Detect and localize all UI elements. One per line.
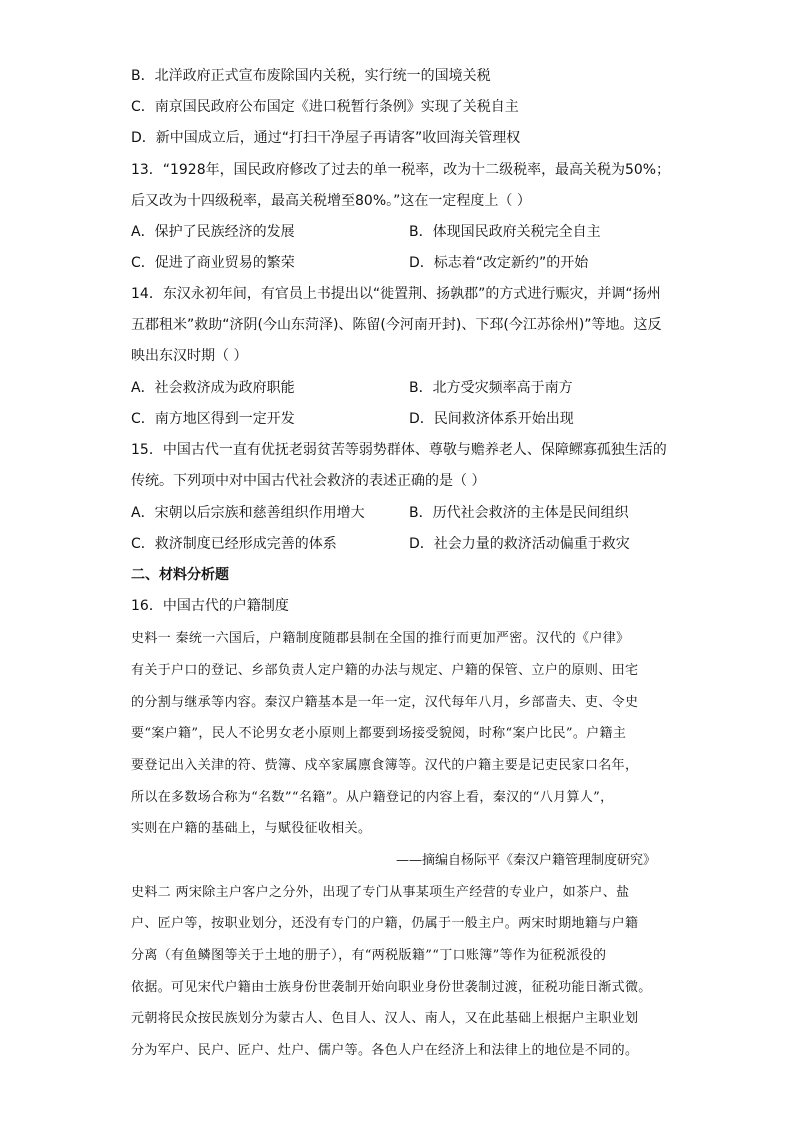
q15-option-b: B．历代社会救济的主体是民间组织 <box>409 505 629 521</box>
material-1-source: ——摘编自杨际平《秦汉户籍管理制度研究》 <box>395 853 656 868</box>
material-1-line-3: 的分割与继承等内容。秦汉户籍基本是一年一定，汉代每年八月，乡部啬夫、吏、令史 <box>131 695 639 710</box>
material-1-line-2: 有关于户口的登记、乡部负责人定户籍的办法与规定、户籍的保管、立户的原则、田宅 <box>131 663 639 678</box>
q15-stem-line-1: 15．中国古代一直有优抚老弱贫苦等弱势群体、尊敬与赡养老人、保障鳏寡孤独生活的 <box>131 442 667 458</box>
q15-stem-line-2: 传统。下列项中对中国古代社会救济的表述正确的是（ ） <box>131 473 486 489</box>
q15-option-c: C．救济制度已经形成完善的体系 <box>131 536 337 552</box>
q12-option-c: C．南京国民政府公布国定《进口税暂行条例》实现了关税自主 <box>131 99 519 115</box>
q14-stem-line-1: 14．东汉永初年间，有官员上书提出以“徙置荆、扬孰郡”的方式进行赈灾，并调“扬州 <box>131 286 661 302</box>
q13-option-a: A．保护了民族经济的发展 <box>131 224 295 240</box>
q14-option-d: D．民间救济体系开始出现 <box>409 411 574 427</box>
material-1-line-5: 要登记出入关津的符、赀簿、戍卒家属廪食簿等。汉代的户籍主要是记吏民家口名年， <box>131 758 639 773</box>
q12-option-b: B．北洋政府正式宣布废除国内关税，实行统一的国境关税 <box>131 68 491 84</box>
q13-option-d: D．标志着“改定新约”的开始 <box>409 255 589 271</box>
q13-option-b: B．体现国民政府关税完全自主 <box>409 224 601 240</box>
q16-title: 16．中国古代的户籍制度 <box>131 598 289 614</box>
q14-stem-line-3: 映出东汉时期（ ） <box>131 348 248 364</box>
material-2-line-5: 元朝将民众按民族划分为蒙古人、色目人、汉人、南人，又在此基础上根据户主职业划 <box>131 1011 639 1026</box>
q12-option-d: D．新中国成立后，通过“打扫干净屋子再请客”收回海关管理权 <box>131 130 521 146</box>
material-1-line-1: 史料一 秦统一六国后，户籍制度随郡县制在全国的推行而更加严密。汉代的《户律》 <box>131 631 630 646</box>
q15-option-d: D．社会力量的救济活动偏重于救灾 <box>409 536 630 552</box>
q13-stem-line-2: 后又改为十四级税率，最高关税增至80%。”这在一定程度上（ ） <box>131 193 531 209</box>
section-title: 二、材料分析题 <box>131 567 229 583</box>
q13-option-c: C．促进了商业贸易的繁荣 <box>131 255 295 271</box>
q14-option-a: A．社会救济成为政府职能 <box>131 380 295 396</box>
material-2-line-3: 分离（有鱼鳞图等关于土地的册子），有“两税版籍”“丁口账簿”等作为征税派役的 <box>131 948 607 963</box>
material-2-line-4: 依据。可见宋代户籍由士族身份世袭制开始向职业身份世袭制过渡，征税功能日渐式微。 <box>131 980 652 995</box>
q14-option-b: B．北方受灾频率高于南方 <box>409 380 573 396</box>
material-1-line-4: 要“案户籍”，民人不论男女老小原则上都要到场接受貌阅，时称“案户比民”。户籍主 <box>131 726 627 741</box>
material-2-line-6: 分为军户、民户、匠户、灶户、儒户等。各色人户在经济上和法律上的地位是不同的。 <box>131 1043 639 1058</box>
material-2-line-2: 户、匠户等，按职业划分，还没有专门的户籍，仍属于一般主户。两宋时期地籍与户籍 <box>131 916 639 931</box>
material-2-line-1: 史料二 两宋除主户客户之分外，出现了专门从事某项生产经营的专业户，如茶户、盐 <box>131 885 630 900</box>
q14-stem-line-2: 五郡租米”救助“济阴(今山东菏泽)、陈留(今河南开封)、下邳(今江苏徐州)”等地。这反 <box>131 317 662 333</box>
q14-option-c: C．南方地区得到一定开发 <box>131 411 295 427</box>
q13-stem-line-1: 13．“1928年，国民政府修改了过去的单一税率，改为十二级税率，最高关税为50%； <box>131 162 671 178</box>
material-1-line-7: 实则在户籍的基础上，与赋役征收相关。 <box>131 821 372 836</box>
material-1-line-6: 所以在多数场合称为“名数”“名籍”。从户籍登记的内容上看，秦汉的“八月算人”， <box>131 790 614 805</box>
q15-option-a: A．宋朝以后宗族和慈善组织作用增大 <box>131 505 365 521</box>
